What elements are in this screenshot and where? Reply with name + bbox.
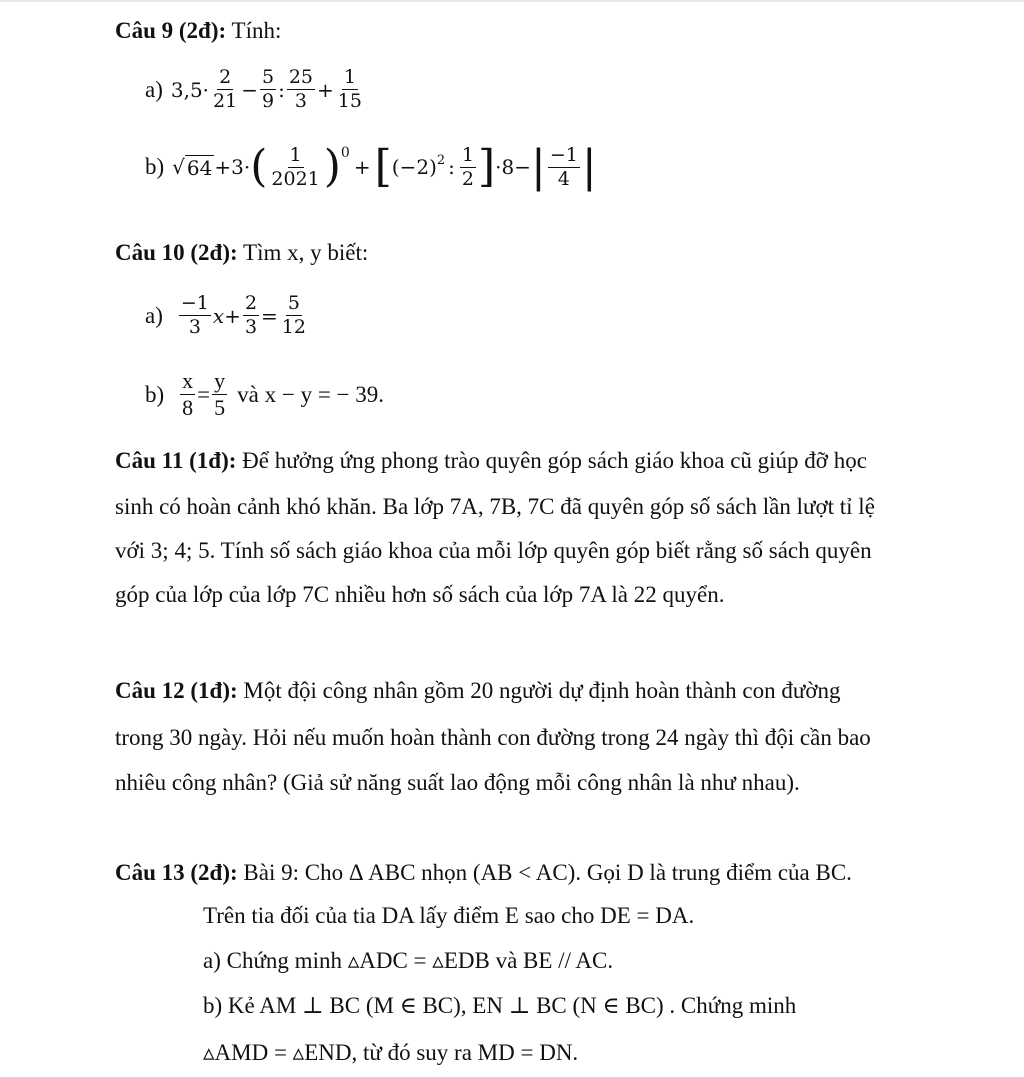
q10a-equals: = [261, 303, 278, 328]
q10a-frac2-den: 3 [244, 316, 258, 338]
top-divider [0, 0, 1024, 2]
q10-heading: Câu 10 (2đ): [115, 240, 238, 265]
q9a-op3: + [317, 77, 334, 102]
q11-text-line3: với 3; 4; 5. Tính số sách giáo khoa của mỗi lớp quyên góp biết rằng số sách quyên [115, 538, 872, 563]
q9-heading: Câu 9 (2đ): [115, 18, 227, 43]
q9b-label: b) [145, 154, 165, 179]
q9b-frac-num: 1 [289, 143, 302, 166]
q9b-neg-two: (−2) [391, 155, 437, 179]
q9a-frac4-num: 1 [343, 66, 356, 88]
q10a-frac3-num: 5 [287, 292, 300, 314]
q11-text-line2: sinh có hoàn cảnh khó khăn. Ba lớp 7A, 7B, 7C đã quyên góp số sách lần lượt tỉ lệ [115, 494, 875, 519]
q10a-term: x+ [212, 303, 241, 328]
q10-title: Tìm x, y biết: [243, 240, 369, 265]
q9a-frac1-num: 2 [219, 66, 232, 88]
q9a-op1: − [241, 77, 258, 102]
q10a-frac2 [243, 294, 259, 337]
q9b-sqrt-sign: √ [172, 155, 185, 179]
q9a-frac1-den: 21 [213, 90, 238, 112]
q9b-half-den: 2 [461, 167, 474, 190]
q9a-frac3-num: 25 [288, 66, 314, 88]
q10b-label: b) [145, 381, 165, 407]
q13-line1 [115, 860, 852, 886]
q13-text-line5: ▵AMD = ▵END, từ đó suy ra MD = DN. [203, 1040, 579, 1065]
q9a-label: a) [145, 76, 163, 102]
q12-heading: Câu 12 (1đ): [115, 678, 238, 703]
q11-text-line1: Để hưởng ứng phong trào quyên góp sách giáo khoa cũ giúp đỡ học [242, 448, 867, 473]
q10-header [115, 240, 368, 266]
q9b-abs-right: | [581, 141, 597, 192]
q10a-frac1-num: −1 [180, 292, 209, 314]
q10b-frac2-den: 5 [214, 395, 226, 420]
q10b-frac1-den: 8 [182, 395, 194, 420]
q11-line1 [115, 448, 867, 474]
q9b-sqrt-value: 64 [186, 155, 213, 180]
q9b-half [460, 143, 476, 190]
q9a-frac2-den: 9 [262, 90, 275, 112]
q10a-frac3-den: 12 [281, 316, 306, 338]
q10b-expression [145, 370, 384, 419]
q10b-frac1 [180, 370, 195, 419]
q9b-abs-den: 4 [557, 167, 570, 190]
q9b-expression [145, 141, 597, 192]
q9b-frac-den: 2021 [271, 167, 320, 190]
q13-text-line2: Trên tia đối của tia DA lấy điểm E sao cho DE = DA. [203, 903, 695, 928]
q9a-op2: : [278, 77, 285, 102]
q10b-equals: = [197, 381, 211, 407]
q9b-right-paren: ) [323, 141, 341, 192]
q13-text-line4: b) Kẻ AM ⊥ BC (M ∈ BC), EN ⊥ BC (N ∈ BC) . Chứng minh [203, 993, 797, 1018]
q9b-term1: +3· [214, 155, 251, 179]
q10b-frac2-num: y [214, 368, 226, 393]
q9a-frac4-den: 15 [337, 90, 362, 112]
q9b-half-num: 1 [461, 143, 474, 166]
q10a-expression [145, 294, 310, 337]
q10a-frac1 [179, 294, 211, 337]
q9-header [115, 18, 281, 44]
q9b-right-bracket: ] [478, 141, 496, 192]
q12-text-line1: Một đội công nhân gồm 20 người dự định hoàn thành con đường [243, 678, 841, 703]
q10a-frac1-den: 3 [188, 316, 201, 338]
q9b-exponent-2: 2 [436, 153, 446, 168]
q9a-frac4 [336, 68, 364, 111]
q13-heading: Câu 13 (2đ): [115, 860, 238, 885]
q9b-colon: : [448, 155, 455, 179]
q12-line1 [115, 678, 840, 704]
q9b-exponent-0: 0 [340, 145, 350, 161]
q10b-frac1-num: x [182, 368, 194, 393]
q9b-abs-left: | [531, 141, 546, 192]
q10a-label: a) [145, 302, 163, 328]
q10b-condition: và x − y = − 39. [237, 381, 385, 407]
q13-text-line3: a) Chứng minh ▵ADC = ▵EDB và BE // AC. [203, 948, 614, 973]
q9b-abs-num: −1 [549, 143, 578, 166]
q9b-term2: ·8− [495, 155, 532, 179]
q9a-frac3 [287, 68, 315, 111]
q11-text-line4: góp của lớp của lớp 7C nhiều hơn số sách của lớp 7A là 22 quyển. [115, 582, 725, 607]
q9a-frac2 [260, 68, 276, 111]
q9b-abs-frac [548, 143, 580, 190]
q9-title: Tính: [231, 18, 282, 43]
q9b-left-paren: ( [250, 141, 268, 192]
q10b-frac2 [212, 370, 227, 419]
q9a-frac3-den: 3 [294, 90, 307, 112]
q9b-frac [269, 143, 321, 190]
q9b-left-bracket: [ [374, 141, 392, 192]
q9a-frac1 [211, 68, 239, 111]
q12-text-line3: nhiêu công nhân? (Giả sử năng suất lao động mỗi công nhân là như nhau). [115, 770, 800, 795]
q12-text-line2: trong 30 ngày. Hỏi nếu muốn hoàn thành con đường trong 24 ngày thì đội cần bao [115, 725, 871, 750]
q9b-plus: + [353, 155, 371, 179]
q11-heading: Câu 11 (1đ): [115, 448, 237, 473]
q13-text-line1: Bài 9: Cho Δ ABC nhọn (AB < AC). Gọi D là trung điểm của BC. [243, 860, 852, 885]
q9a-frac2-num: 5 [262, 66, 275, 88]
q9a-term1: 3,5· [170, 77, 210, 102]
q9a-expression [145, 68, 366, 111]
q10a-frac3 [280, 294, 308, 337]
q10a-frac2-num: 2 [244, 292, 258, 314]
